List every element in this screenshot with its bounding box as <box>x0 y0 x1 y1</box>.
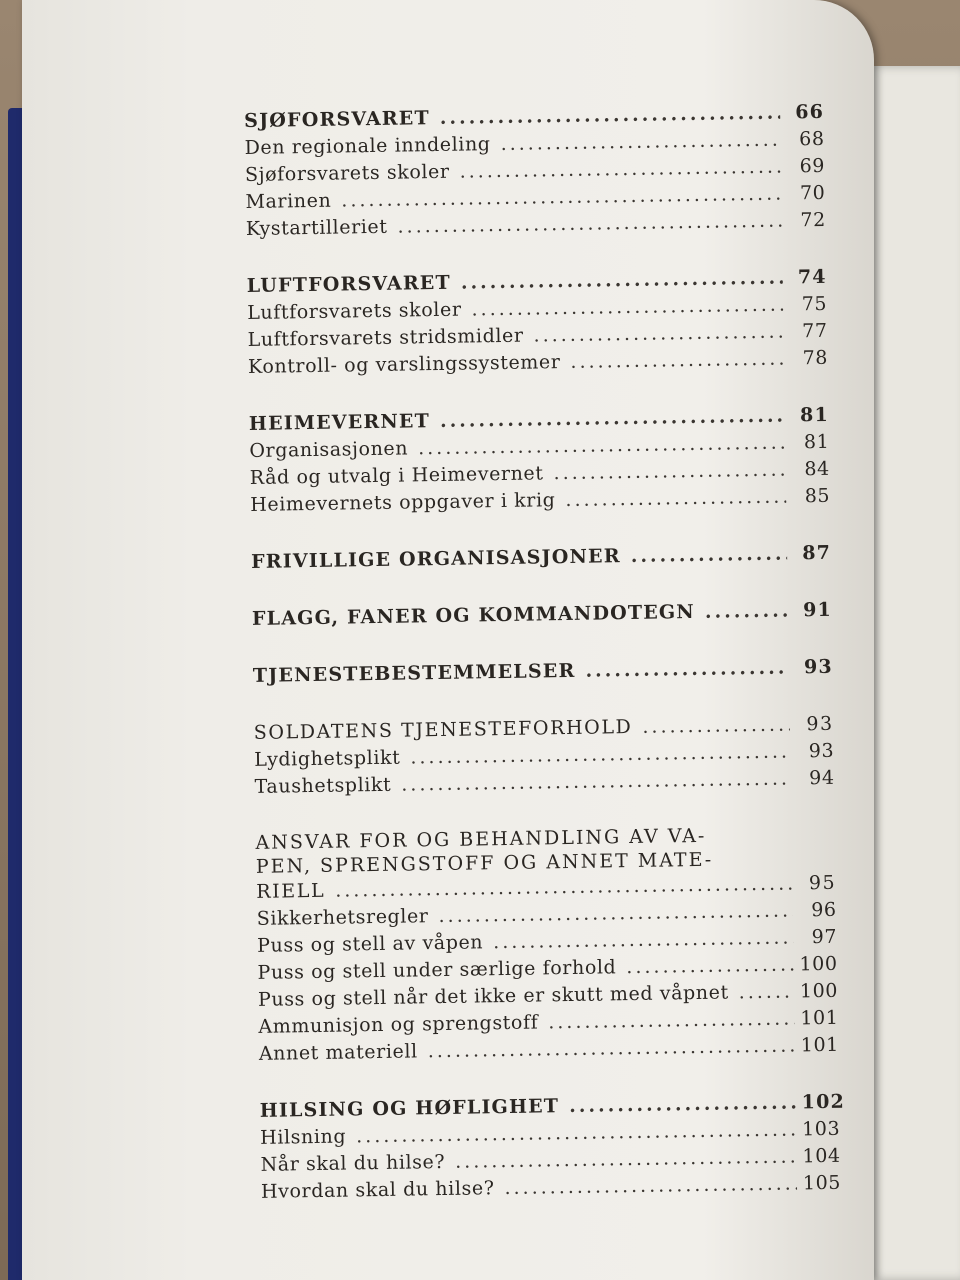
page-number: 101 <box>800 1033 840 1057</box>
page-number: 101 <box>800 1006 839 1030</box>
dot-leader <box>569 1089 796 1120</box>
page-number: 72 <box>800 208 827 232</box>
dot-leader <box>739 978 795 1006</box>
page-number: 87 <box>802 541 832 565</box>
page-number: 84 <box>804 457 830 481</box>
dot-leader <box>642 712 790 741</box>
dot-leader <box>626 951 794 981</box>
dot-leader <box>553 457 786 488</box>
toc-entry-title: Lydighetsplikt <box>254 746 401 771</box>
toc-entry-title: Kontroll- og varslingssystemer <box>247 351 561 378</box>
page-number: 69 <box>799 154 826 178</box>
page-number: 93 <box>806 712 834 736</box>
toc-heading-title: FLAGG, FANER OG KOMMANDOTEGN <box>251 600 696 630</box>
page-number: 100 <box>799 979 839 1003</box>
book-page <box>22 0 874 1280</box>
toc-entry-title: Marinen <box>245 189 332 213</box>
toc-heading-title: LUFTFORSVARET <box>246 271 452 297</box>
toc-entry-title: Puss og stell under særlige forhold <box>257 956 617 984</box>
toc-entry-title: Heimevernets oppgaver i krig <box>250 489 556 516</box>
dot-leader <box>548 1005 795 1036</box>
toc-section-soldatens <box>254 711 835 801</box>
dot-leader <box>631 541 788 570</box>
toc-entry-title: Luftforsvarets stridsmidler <box>247 324 524 351</box>
toc-heading-title: HILSING OG HØFLIGHET <box>259 1095 560 1122</box>
dot-leader <box>705 598 788 626</box>
toc-section-tjenestebestemmelser <box>253 654 833 690</box>
table-of-contents <box>244 99 846 1236</box>
dot-leader <box>533 319 783 350</box>
toc-entry-title: Sikkerhetsregler <box>256 905 429 930</box>
toc-entry-title: Puss og stell når det ikke er skutt med våpnet <box>257 981 729 1011</box>
toc-heading-line: RIELL <box>256 879 326 903</box>
toc-heading-title: FRIVILLIGE ORGANISASJONER <box>250 545 621 573</box>
toc-heading-title: TJENESTEBESTEMMELSER <box>252 659 576 687</box>
dot-leader <box>397 208 782 241</box>
dot-leader <box>565 484 786 514</box>
toc-entry-title: Annet materiell <box>258 1040 418 1065</box>
toc-entry-title: Hilsning <box>260 1125 347 1149</box>
page-number: 103 <box>801 1117 841 1141</box>
toc-heading-title: SOLDATENS TJENESTEFORHOLD <box>253 715 633 744</box>
dot-leader <box>401 765 791 798</box>
toc-heading-line: ANSVAR FOR OG BEHANDLING AV VA- <box>255 824 707 854</box>
page-number: 102 <box>801 1090 846 1114</box>
toc-heading <box>253 654 833 690</box>
page-number: 70 <box>799 181 826 205</box>
toc-section-frivillige <box>251 540 831 576</box>
toc-entry-title: Organisasjonen <box>249 437 409 462</box>
page-number: 105 <box>802 1171 842 1195</box>
toc-heading-multiline <box>255 823 756 879</box>
facing-page <box>868 66 960 1280</box>
page-number: 104 <box>802 1144 841 1168</box>
toc-entry-title: Ammunisjon og sprengstoff <box>258 1011 539 1038</box>
toc-entry-title: Puss og stell av våpen <box>256 931 484 957</box>
page-number: 100 <box>799 952 838 976</box>
dot-leader <box>428 1032 795 1065</box>
page-number: 91 <box>802 598 833 622</box>
page-number: 77 <box>802 319 828 343</box>
dot-leader <box>570 346 784 376</box>
page-number: 85 <box>804 484 831 508</box>
page-number: 93 <box>803 655 834 679</box>
toc-heading-title: HEIMEVERNET <box>248 410 431 435</box>
toc-entry-title: Taushetsplikt <box>254 773 392 798</box>
toc-heading-title: SJØFORSVARET <box>244 107 430 132</box>
page-number: 96 <box>811 898 837 922</box>
toc-entry-title: Når skal du hilse? <box>260 1150 446 1176</box>
toc-heading-line: PEN, SPRENGSTOFF OG ANNET MATE- <box>255 848 714 878</box>
page-number: 75 <box>801 292 828 316</box>
page-number: 74 <box>797 265 827 289</box>
page-number: 81 <box>799 403 830 427</box>
toc-entry-title: Sjøforsvarets skoler <box>244 160 450 186</box>
toc-section-heimevernet <box>249 402 831 519</box>
toc-section-sjoforsvaret <box>244 99 826 243</box>
page-number: 94 <box>809 766 835 790</box>
toc-heading <box>251 540 831 576</box>
page-number: 78 <box>802 346 829 370</box>
toc-section-ansvar <box>255 822 839 1068</box>
page-number: 81 <box>803 430 830 454</box>
dot-leader <box>585 655 789 685</box>
page-number: 93 <box>808 739 835 763</box>
page-number: 95 <box>808 871 837 895</box>
toc-entry-title: Den regionale inndeling <box>244 133 491 159</box>
page-number: 66 <box>795 100 825 124</box>
toc-entry-title: Luftforsvarets skoler <box>247 298 462 324</box>
page-number: 68 <box>798 127 825 151</box>
toc-section-hilsing <box>259 1089 846 1206</box>
toc-entry-title: Kystartilleriet <box>245 215 388 240</box>
toc-heading <box>252 597 832 633</box>
page-number: 97 <box>811 925 838 949</box>
dot-leader <box>504 1170 797 1202</box>
toc-entry-title: Råd og utvalg i Heimevernet <box>249 462 544 489</box>
toc-section-flagg <box>252 597 832 633</box>
toc-section-luftforsvaret <box>247 264 829 381</box>
toc-entry-title: Hvordan skal du hilse? <box>260 1177 495 1203</box>
